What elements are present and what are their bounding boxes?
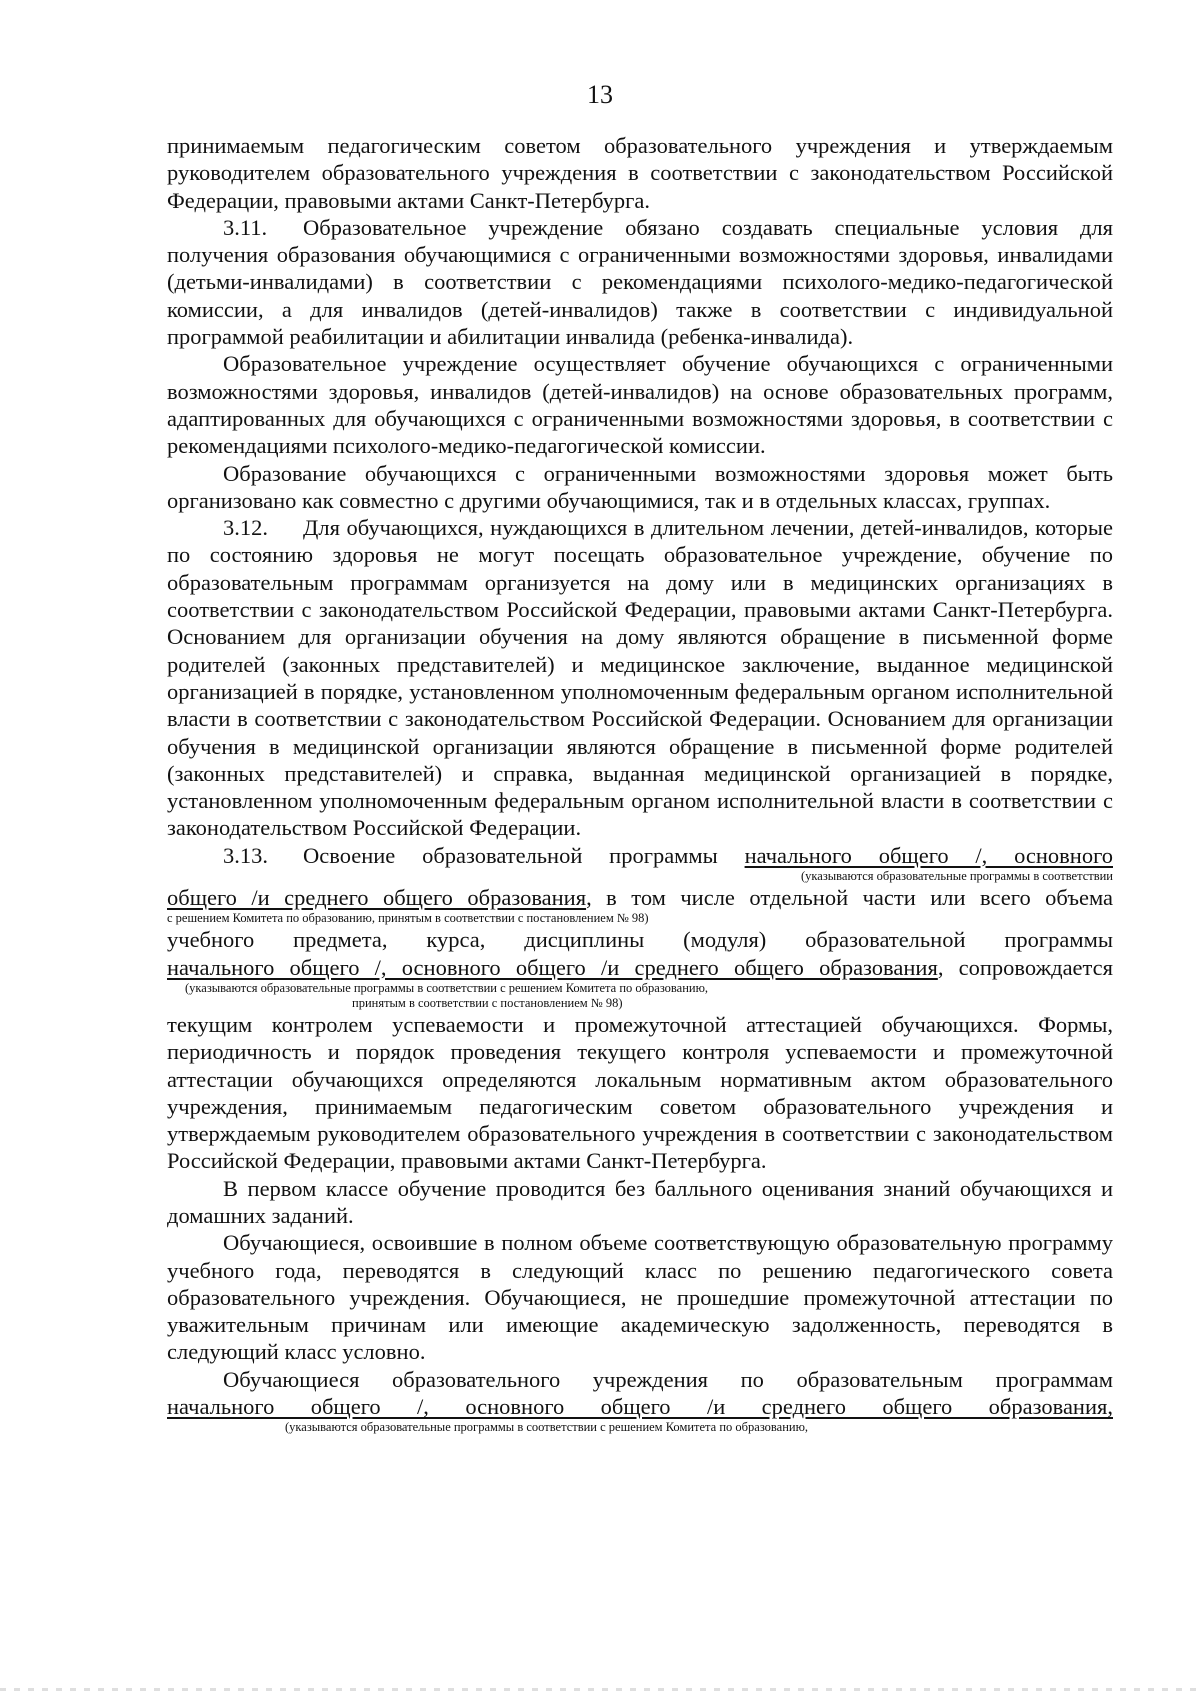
form-note-1: (указываются образовательные программы в соответствии — [801, 869, 1113, 884]
form-note-4: принятым в соответствии с постановлением № 98) — [352, 995, 623, 1010]
paragraph-promotion: Обучающиеся, освоившие в полном объеме соответствующую образовательную программу учебного года, переводятся в следующий класс по решению педагогического совета образовательного учреждения. Обучающиеся, не прошедшие промежуточной аттестации по уважительным причинам или имеющие академическую задолженность, переводятся в следующий класс условно. — [167, 1230, 1113, 1365]
paragraph-3-13-line1 — [167, 842, 1113, 869]
form-note-2: с решением Комитета по образованию, принятым в соответствии с постановлением № 98) — [167, 911, 649, 926]
clause-mid: , в том числе отдельной части или всего объема — [586, 885, 1114, 911]
clause-after-underline: , сопровождается — [937, 954, 1113, 980]
paragraph-3-13-line4 — [167, 954, 1113, 981]
paragraph-adapted-programs: Образовательное учреждение осуществляет обучение обучающихся с ограниченными возможностями здоровья, инвалидов (детей-инвалидов) на основе образовательных программ, адаптированных для обучающихся с ограниченными возможностями здоровья, в соответствии с рекомендациями психолого-медико-педагогической комиссии. — [167, 351, 1113, 459]
paragraph-3-13-line3: учебного предмета, курса, дисциплины (модуля) образовательной программы — [167, 927, 1113, 953]
underlined-program-3: начального общего /, основного общего /и среднего общего образования — [167, 954, 938, 980]
document-body — [167, 132, 1113, 1435]
clause-number: 3.11. — [223, 214, 268, 240]
clause-number: 3.12. — [223, 515, 268, 541]
form-note-3: (указываются образовательные программы в соответствии с решением Комитета по образованию, — [185, 980, 709, 995]
paragraph-joint-education: Образование обучающихся с ограниченными возможностями здоровья может быть организовано как совместно с другими обучающимися, так и в отдельных классах, группах. — [167, 460, 1113, 513]
clause-text: Образовательное учреждение обязано создавать специальные условия для получения образования обучающимися с ограниченными возможностями здоровья, инвалидами (детьми-инвалидами) в соответствии с рекомендациями психолого-медико-педагогической комиссии, а для инвалидов (детей-инвалидов) также в соответствии с индивидуальной программой реабилитации и абилитации инвалида (ребенка-инвалида). — [167, 214, 1113, 350]
paragraph-3-11 — [167, 214, 1113, 350]
page-number: 13 — [587, 80, 613, 109]
paragraph-3-12 — [167, 514, 1113, 842]
underlined-program-1: начального общего /, основного — [744, 842, 1113, 868]
paragraph-students-line2 — [167, 1393, 1113, 1420]
scan-artifact-edge — [0, 1688, 1200, 1691]
paragraph-3-13-line2 — [167, 884, 1113, 911]
paragraph-continuation: принимаемым педагогическим советом образовательного учреждения и утверждаемым руководителем образовательного учреждения в соответствии с законодательством Российской Федерации, правовыми актами Санкт-Петербурга. — [167, 133, 1113, 213]
clause-text: Для обучающихся, нуждающихся в длительном лечении, детей-инвалидов, которые по состоянию здоровья не могут посещать образовательное учреждение, обучение по образовательным программам организуется на дому или в медицинских организациях в соответствии с законодательством Российской Федерации, правовыми актами Санкт-Петербурга. Основанием для организации обучения на дому являются обращение в письменной форме родителей (законных представителей) и медицинское заключение, выданное медицинской организацией в порядке, установленном уполномоченным федеральным органом исполнительной власти в соответствии с законодательством Российской Федерации. Основанием для организации обучения в медицинской организации являются обращение в письменной форме родителей (законных представителей) и справка, выданная медицинской организацией в порядке, установленном уполномоченным федеральным органом исполнительной власти в соответствии с законодательством Российской Федерации. — [167, 515, 1113, 841]
paragraph-first-grade: В первом классе обучение проводится без балльного оценивания знаний обучающихся и домашних заданий. — [167, 1175, 1113, 1228]
form-note-5: (указываются образовательные программы в соответствии с решением Комитета по образованию, — [285, 1420, 809, 1435]
underlined-program-4: начального общего /, основного общего /и среднего общего образования, — [167, 1394, 1113, 1420]
paragraph-3-13-tail: текущим контролем успеваемости и промежуточной аттестацией обучающихся. Формы, периодичность и порядок проведения текущего контроля успеваемости и промежуточной аттестации обучающихся определяются локальным нормативным актом образовательного учреждения, принимаемым педагогическим советом образовательного учреждения и утверждаемым руководителем образовательного учреждения в соответствии с законодательством Российской Федерации, правовыми актами Санкт-Петербурга. — [167, 1011, 1113, 1174]
underlined-program-2: общего /и среднего общего образования — [167, 885, 587, 911]
paragraph-students-line1: Обучающиеся образовательного учреждения по образовательным программам — [223, 1366, 1113, 1392]
clause-lead: Освоение образовательной программы — [303, 842, 718, 868]
clause-number: 3.13. — [223, 842, 268, 868]
